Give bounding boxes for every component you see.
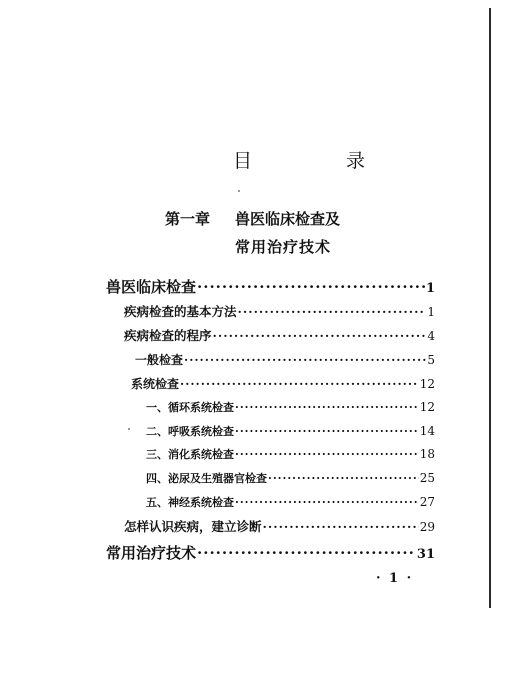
toc-entry-text: 二、呼吸系统检查 <box>146 425 234 438</box>
toc-entry-page: 14 <box>419 424 435 438</box>
toc-entry-text: 四、泌尿及生殖器官检查 <box>146 472 267 485</box>
chapter-number: 第一章 <box>165 210 211 228</box>
page-edge-line <box>489 8 491 608</box>
toc-entry-page: 27 <box>419 495 435 509</box>
toc-leader <box>213 328 427 343</box>
toc-leader <box>235 448 419 461</box>
toc-entry-page: 1 <box>425 281 435 296</box>
page-number: · 1 · <box>376 571 414 586</box>
toc-entry-text: 疾病检查的基本方法 <box>124 304 237 319</box>
toc-leader <box>263 519 419 534</box>
toc-entry-page: 4 <box>427 329 435 343</box>
toc-entry[interactable] <box>146 470 435 486</box>
toc-entry-text: 三、消化系统检查 <box>146 448 234 461</box>
toc-entry[interactable] <box>146 399 435 415</box>
chapter-heading <box>165 208 340 229</box>
toc-entry-page: 25 <box>419 471 435 485</box>
toc-leader <box>235 401 419 414</box>
toc-entry[interactable] <box>124 517 435 535</box>
toc-leader <box>238 304 427 319</box>
chapter-title-line2: 常用治疗技术 <box>235 238 332 256</box>
toc-entry-text: 兽医临床检查 <box>106 278 197 296</box>
toc-title: 目 录 <box>233 150 410 172</box>
toc-leader <box>197 278 425 296</box>
toc-entry[interactable] <box>135 351 435 368</box>
toc-leader <box>235 496 419 509</box>
toc-leader <box>235 425 419 438</box>
toc-entry-text: 一、循环系统检查 <box>146 401 234 414</box>
toc-entry[interactable] <box>124 326 435 344</box>
toc-leader <box>197 544 416 562</box>
toc-leader <box>268 472 419 485</box>
toc-entry-page: 1 <box>427 305 435 319</box>
toc-entry-page: 31 <box>416 547 435 562</box>
toc-leader <box>184 353 426 367</box>
toc-entry[interactable] <box>106 542 435 563</box>
toc-entry[interactable] <box>146 423 435 439</box>
toc-entry-text: 怎样认识疾病，建立诊断 <box>124 519 262 534</box>
toc-entry-text: 常用治疗技术 <box>106 544 197 562</box>
scan-speck <box>238 190 240 192</box>
toc-entry[interactable] <box>124 302 435 320</box>
toc-entry-page: 5 <box>427 353 435 367</box>
toc-entry[interactable] <box>106 276 435 297</box>
toc-entry-text: 系统检查 <box>131 377 180 391</box>
toc-entry-text: 五、神经系统检查 <box>146 496 234 509</box>
toc-entry[interactable] <box>146 446 435 462</box>
toc-entry[interactable] <box>131 375 435 392</box>
toc-entry-text: 一般检查 <box>135 353 184 367</box>
chapter-title-line1: 兽医临床检查及 <box>235 210 341 228</box>
toc-entry[interactable] <box>146 494 435 510</box>
scan-speck <box>128 428 130 430</box>
toc-entry-page: 12 <box>419 400 435 414</box>
toc-entry-text: 疾病检查的程序 <box>124 328 212 343</box>
toc-leader <box>180 377 419 391</box>
toc-entry-page: 29 <box>419 520 435 534</box>
toc-entry-page: 18 <box>419 447 435 461</box>
toc-entry-page: 12 <box>419 377 435 391</box>
